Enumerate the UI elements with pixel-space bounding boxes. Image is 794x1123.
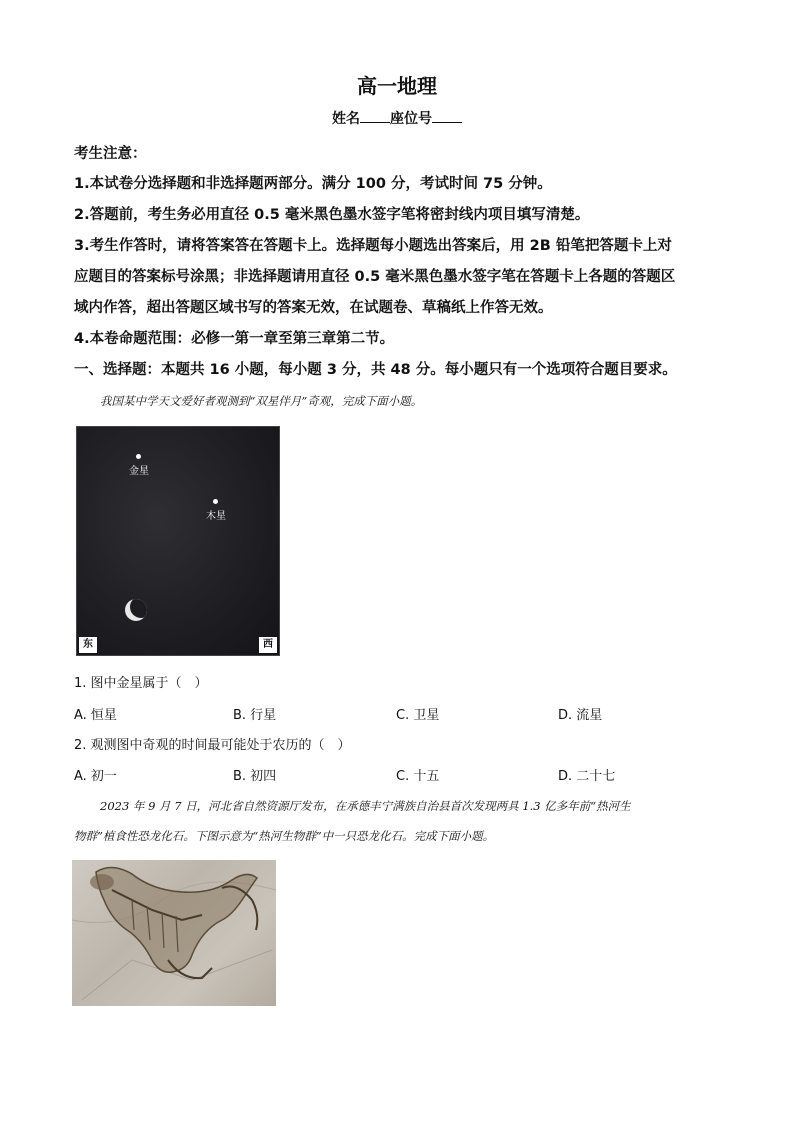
name-seat-line bbox=[0, 108, 794, 128]
question-2-option-b: B. 初四 bbox=[233, 769, 277, 784]
seat-label: 座位号 bbox=[390, 111, 432, 127]
question-1-option-c: C. 卫星 bbox=[396, 708, 440, 723]
page-title: 高一地理 bbox=[357, 74, 437, 98]
notice-line-1: 1.本试卷分选择题和非选择题两部分。满分 100 分，考试时间 75 分钟。 bbox=[74, 176, 552, 192]
venus-jupiter-moon-photo bbox=[76, 426, 280, 656]
question-1-option-d: D. 流星 bbox=[558, 708, 603, 723]
notice-heading: 考生注意： bbox=[74, 146, 147, 162]
seat-blank bbox=[432, 110, 462, 123]
name-blank bbox=[360, 110, 390, 123]
crescent-moon bbox=[125, 599, 147, 621]
dinosaur-fossil-drawing bbox=[72, 860, 276, 1006]
question-2-option-c: C. 十五 bbox=[396, 769, 440, 784]
jupiter-dot bbox=[213, 499, 218, 504]
question-1-stem: 1. 图中金星属于（ ） bbox=[74, 676, 208, 691]
question-1-option-a: A. 恒星 bbox=[74, 708, 117, 723]
group-2-intro-line-2: 物群”植食性恐龙化石。下图示意为“热河生物群”中一只恐龙化石。完成下面小题。 bbox=[74, 829, 495, 843]
question-2-option-d: D. 二十七 bbox=[558, 769, 616, 784]
question-1-option-b: B. 行星 bbox=[233, 708, 277, 723]
group-2-intro-line-1: 2023 年 9 月 7 日，河北省自然资源厅发布，在承德丰宁满族自治县首次发现两具 1.3 亿多年前“热河生 bbox=[100, 799, 631, 813]
notice-line-3a: 3.考生作答时，请将答案答在答题卡上。选择题每小题选出答案后，用 2B 铅笔把答题卡上对 bbox=[74, 238, 672, 254]
notice-line-2: 2.答题前，考生务必用直径 0.5 毫米黑色墨水签字笔将密封线内项目填写清楚。 bbox=[74, 207, 590, 223]
name-label: 姓名 bbox=[332, 111, 360, 127]
notice-line-3b: 应题目的答案标号涂黑；非选择题请用直径 0.5 毫米黑色墨水签字笔在答题卡上各题的答题区 bbox=[74, 269, 676, 285]
west-label: 西 bbox=[259, 637, 277, 653]
venus-dot bbox=[136, 454, 141, 459]
east-label: 东 bbox=[79, 637, 97, 653]
section-1-heading: 一、选择题：本题共 16 小题，每小题 3 分，共 48 分。每小题只有一个选项符合题目要求。 bbox=[74, 362, 677, 378]
jupiter-label: 木星 bbox=[206, 511, 226, 522]
dinosaur-fossil-photo bbox=[72, 860, 276, 1006]
notice-line-3c: 域内作答，超出答题区域书写的答案无效，在试题卷、草稿纸上作答无效。 bbox=[74, 300, 553, 316]
question-2-stem: 2. 观测图中奇观的时间最可能处于农历的（ ） bbox=[74, 738, 351, 753]
question-2-option-a: A. 初一 bbox=[74, 769, 117, 784]
venus-label: 金星 bbox=[129, 466, 149, 477]
group-1-intro: 我国某中学天文爱好者观测到“双星伴月”奇观，完成下面小题。 bbox=[100, 394, 423, 408]
notice-line-4: 4.本卷命题范围：必修一第一章至第三章第二节。 bbox=[74, 331, 395, 347]
